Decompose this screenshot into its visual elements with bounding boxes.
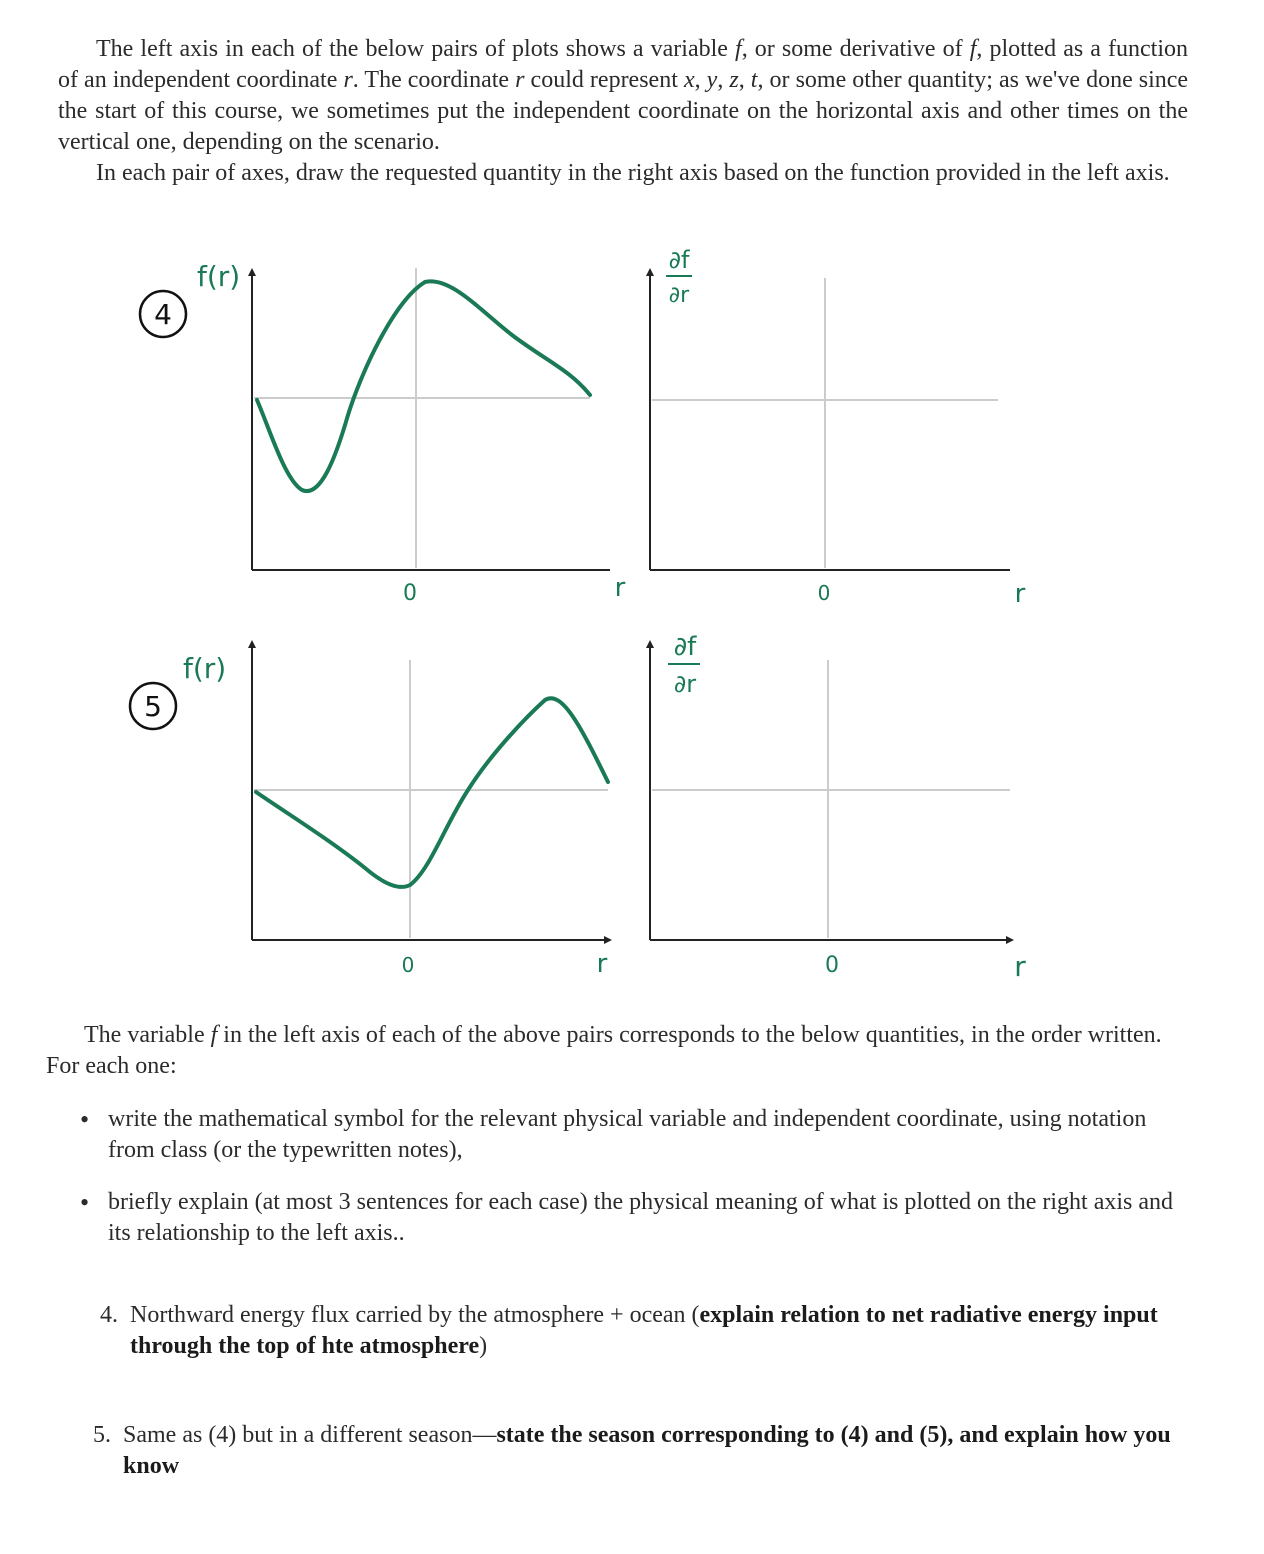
row4-right-ylabel-numerator: ∂f	[668, 246, 690, 274]
problem-4-number-label: 4	[154, 298, 172, 331]
row4-right-label	[666, 246, 692, 308]
question-4-number: 4.	[100, 1302, 118, 1328]
row4-left-x-label: r	[614, 573, 626, 603]
row5-left-ylabel: f(r)	[183, 652, 227, 685]
problem-5-number	[130, 683, 176, 729]
problem-4-number	[140, 291, 186, 337]
row5-right-axes[interactable]	[650, 642, 1012, 940]
question-4-text: Northward energy flux carried by the atmosphere + ocean (explain relation to net radiative energy input through the top of hte atmosphere)	[130, 1302, 1158, 1359]
row4-right-x-label: r	[1014, 579, 1026, 609]
row5-left-x-label: r	[596, 949, 608, 979]
problem-5-number-label: 5	[144, 690, 162, 723]
row5-right-ylabel-numerator: ∂f	[673, 632, 697, 662]
row5-right-x-label: r	[1014, 950, 1026, 983]
intro-paragraph-2: In each pair of axes, draw the requested quantity in the right axis based on the function provided in the left axis.	[96, 160, 1170, 186]
row5-f-curve	[256, 698, 608, 887]
question-5-text: Same as (4) but in a different season—state the season corresponding to (4) and (5), and explain how you know	[123, 1422, 1171, 1479]
lower-instructions	[46, 1020, 1176, 1082]
row-4-plots	[140, 246, 1026, 609]
row5-right-zero-label: 0	[825, 953, 839, 978]
row5-right-ylabel-denominator: ∂r	[673, 670, 697, 698]
row4-right-axes[interactable]	[650, 270, 1010, 570]
row4-right-ylabel-denominator: ∂r	[668, 283, 690, 308]
bullet-item: • write the mathematical symbol for the relevant physical variable and independent coordinate, using notation from class (or the typewritten notes),	[80, 1104, 1180, 1166]
row5-right-label	[668, 632, 700, 698]
row4-left-ylabel: f(r)	[197, 260, 241, 293]
row4-right-zero-label: 0	[817, 581, 831, 605]
row4-left-zero-label: 0	[403, 581, 417, 606]
plot-area	[0, 230, 1264, 1000]
intro-text	[58, 34, 1188, 189]
row5-left-zero-label: 0	[401, 953, 415, 977]
question-5-number: 5.	[93, 1422, 111, 1448]
intro-paragraph-1: The left axis in each of the below pairs of plots shows a variable f, or some derivative of f, plotted as a function of an independent coordinate r. The coordinate r could represent x, y, z, t, or some other quantity; as we've done since the start of this course, we sometimes put the independent coordinate on the horizontal axis and other times on the vertical one, depending on the scenario.	[58, 36, 1189, 155]
row5-left-axes	[252, 642, 610, 940]
bullet-item: • briefly explain (at most 3 sentences for each case) the physical meaning of what is plotted on the right axis and its relationship to the left axis..	[80, 1187, 1180, 1249]
row4-left-axes	[252, 268, 610, 570]
lower-paragraph: The variable f in the left axis of each of the above pairs corresponds to the below quantities, in the order written. For each one:	[46, 1022, 1162, 1079]
row-5-plots	[130, 632, 1026, 983]
row4-f-curve	[257, 281, 590, 491]
instruction-bullets	[80, 1104, 1180, 1270]
